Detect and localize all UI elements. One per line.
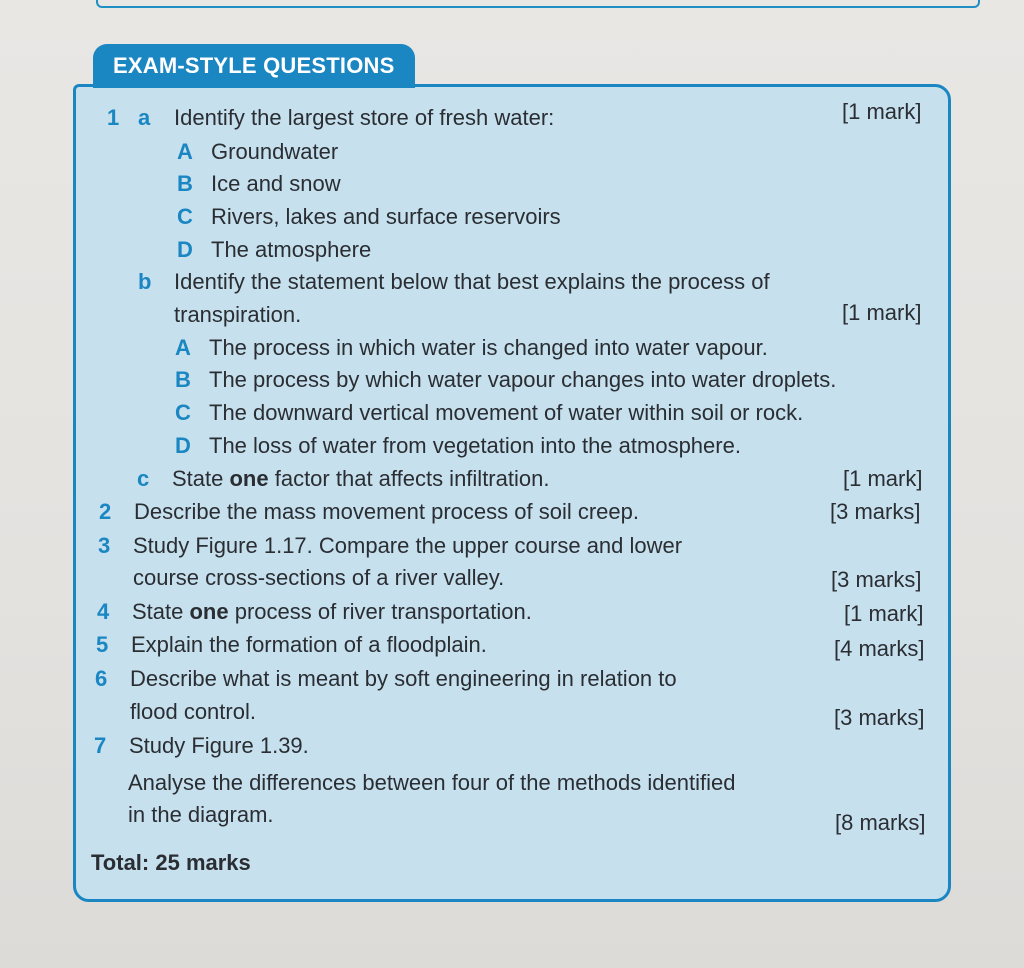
option-text: The process in which water is changed into water vapour.: [209, 335, 768, 360]
option-text: The downward vertical movement of water within soil or rock.: [209, 400, 804, 425]
question-text: Study Figure 1.39.: [129, 733, 309, 758]
question-text: Analyse the differences between four of the methods identified: [128, 770, 736, 795]
marks-label: [1 mark]: [842, 99, 922, 124]
option-letter: A: [177, 139, 193, 164]
total-marks: Total: 25 marks: [91, 850, 251, 875]
option-letter: D: [177, 237, 193, 262]
marks-label: [1 mark]: [843, 466, 923, 491]
option-text: Rivers, lakes and surface reservoirs: [211, 204, 561, 229]
question-text: in the diagram.: [128, 802, 274, 827]
question-number: 5: [96, 632, 109, 657]
option-letter: B: [175, 367, 191, 392]
marks-label: [8 marks]: [835, 810, 926, 835]
question-text: State one process of river transportation.: [132, 599, 532, 624]
question-text: Explain the formation of a floodplain.: [131, 632, 487, 657]
question-number: 2: [99, 499, 112, 524]
section-title: EXAM-STYLE QUESTIONS: [93, 44, 415, 88]
option-text: The process by which water vapour changes into water droplets.: [209, 367, 837, 392]
question-text: Describe the mass movement process of soil creep.: [134, 499, 639, 524]
option-letter: A: [175, 335, 191, 360]
question-text: Identify the largest store of fresh water:: [174, 105, 555, 130]
marks-label: [1 mark]: [844, 601, 924, 626]
option-text: Groundwater: [211, 139, 339, 164]
question-text: State one factor that affects infiltration.: [172, 466, 550, 491]
marks-label: [3 marks]: [831, 567, 922, 592]
option-letter: D: [175, 433, 191, 458]
question-text: Study Figure 1.17. Compare the upper course and lower: [133, 533, 683, 558]
subquestion-letter: c: [137, 466, 150, 491]
previous-section-border: [96, 0, 980, 8]
question-number: 6: [95, 666, 108, 691]
marks-label: [1 mark]: [842, 300, 922, 325]
question-number: 4: [97, 599, 110, 624]
option-text: The loss of water from vegetation into the atmosphere.: [209, 433, 741, 458]
subquestion-letter: a: [138, 105, 151, 130]
question-text: flood control.: [130, 699, 256, 724]
marks-label: [4 marks]: [834, 636, 925, 661]
marks-label: [3 marks]: [834, 705, 925, 730]
option-text: Ice and snow: [211, 171, 341, 196]
question-number: 7: [94, 733, 107, 758]
option-letter: C: [175, 400, 191, 425]
question-text: Identify the statement below that best explains the process of: [174, 269, 770, 294]
question-text: Describe what is meant by soft engineering in relation to: [130, 666, 677, 691]
option-letter: C: [177, 204, 193, 229]
question-number: 1: [107, 105, 120, 130]
option-text: The atmosphere: [211, 237, 372, 262]
marks-label: [3 marks]: [830, 499, 921, 524]
question-number: 3: [98, 533, 111, 558]
option-letter: B: [177, 171, 193, 196]
question-text: transpiration.: [174, 302, 302, 327]
question-text: course cross-sections of a river valley.: [133, 565, 505, 590]
subquestion-letter: b: [138, 269, 152, 294]
